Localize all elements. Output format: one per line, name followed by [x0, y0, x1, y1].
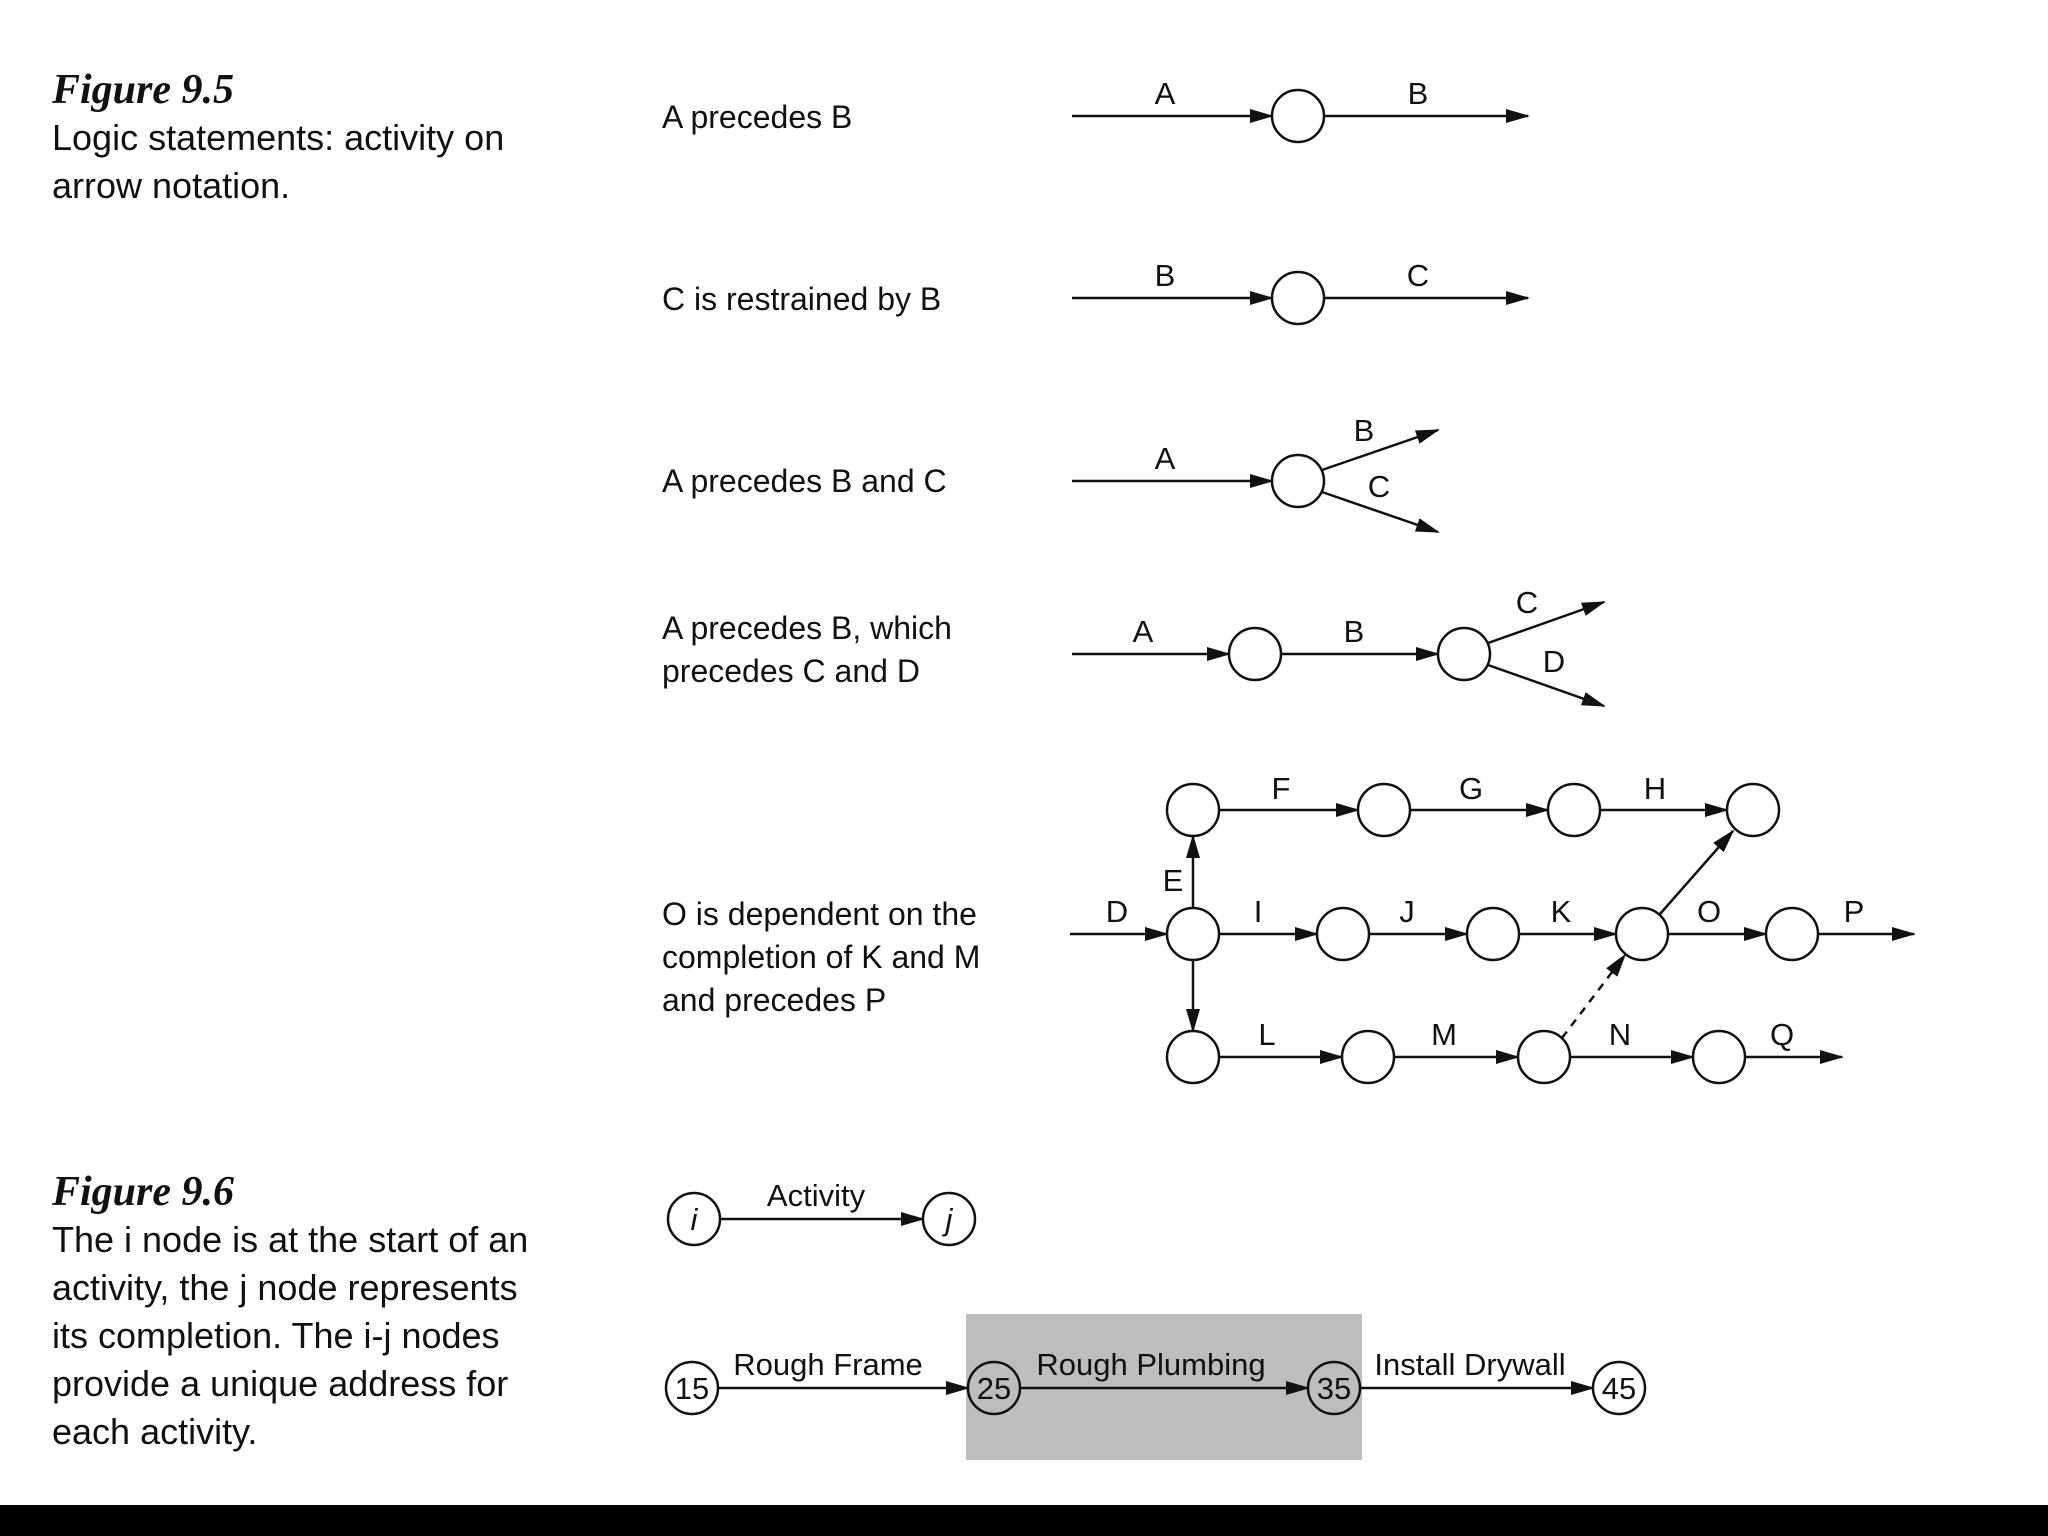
install-drywall-label: Install Drywall: [1374, 1347, 1566, 1382]
figure-9-5-text-line: arrow notation.: [52, 165, 291, 206]
rough-frame-label: Rough Frame: [733, 1347, 923, 1382]
figure-9-6-text-line: The i node is at the start of an: [52, 1219, 529, 1260]
label-f: F: [1271, 771, 1291, 806]
node: [1167, 784, 1219, 836]
figure-9-6-text-line: each activity.: [52, 1411, 258, 1452]
node: [1167, 908, 1219, 960]
label-q: Q: [1769, 1017, 1795, 1052]
node: [1616, 908, 1668, 960]
label-l: L: [1258, 1017, 1276, 1052]
arrow-c: [1488, 602, 1604, 643]
label-d: D: [1105, 894, 1129, 929]
node: [1358, 784, 1410, 836]
label-b: B: [1343, 614, 1365, 649]
diagram-a-precedes-b: [1072, 90, 1528, 142]
statement-line: C is restrained by B: [662, 281, 942, 317]
node: [1693, 1031, 1745, 1083]
statement-line: A precedes B, which: [662, 610, 952, 646]
figure-9-6-text-line: its completion. The i-j nodes: [52, 1315, 500, 1356]
node: [1467, 908, 1519, 960]
label-c: C: [1367, 469, 1391, 504]
label-k: K: [1550, 894, 1572, 929]
figure-9-5-title: Figure 9.5: [52, 67, 235, 113]
label-g: G: [1458, 771, 1484, 806]
label-m: M: [1431, 1017, 1457, 1052]
label-d: D: [1542, 644, 1566, 679]
label-a: A: [1132, 614, 1154, 649]
node: [1727, 784, 1779, 836]
arrow-b: [1322, 430, 1438, 470]
activity-label: Activity: [766, 1178, 866, 1213]
label-n: N: [1608, 1017, 1632, 1052]
statement-line: and precedes P: [662, 982, 887, 1018]
bottom-black-bar: [0, 1505, 2048, 1536]
node: [1317, 908, 1369, 960]
node-25-label: 25: [976, 1371, 1012, 1406]
label-b: B: [1154, 258, 1176, 293]
figure-9-6-text-line: provide a unique address for: [52, 1363, 509, 1404]
label-i: I: [1253, 894, 1263, 929]
node: [1272, 90, 1324, 142]
label-c: C: [1406, 258, 1430, 293]
node: [1548, 784, 1600, 836]
label-a: A: [1154, 76, 1176, 111]
statement-line: precedes C and D: [662, 653, 920, 689]
node-45-label: 45: [1601, 1371, 1637, 1406]
label-p: P: [1843, 894, 1865, 929]
node: [1272, 272, 1324, 324]
node: [1766, 908, 1818, 960]
rough-plumbing-label: Rough Plumbing: [1036, 1347, 1266, 1382]
node-j-label: j: [945, 1202, 953, 1237]
label-c: C: [1515, 585, 1539, 620]
node: [1518, 1031, 1570, 1083]
statement-line: completion of K and M: [662, 939, 981, 975]
node: [1342, 1031, 1394, 1083]
node-35-label: 35: [1316, 1371, 1352, 1406]
label-h: H: [1643, 771, 1667, 806]
label-b: B: [1407, 76, 1429, 111]
node-15-label: 15: [674, 1371, 710, 1406]
label-j: J: [1399, 894, 1415, 929]
statement-line: O is dependent on the: [662, 896, 977, 932]
figure-9-5-text-line: Logic statements: activity on: [52, 117, 505, 158]
statement-line: A precedes B and C: [662, 463, 947, 499]
label-o: O: [1696, 894, 1722, 929]
figure-9-6-title: Figure 9.6: [52, 1169, 235, 1215]
node-i-label: i: [690, 1202, 698, 1237]
label-a: A: [1154, 441, 1176, 476]
node: [1438, 628, 1490, 680]
node: [1229, 628, 1281, 680]
node: [1272, 455, 1324, 507]
figure-9-6-text-line: activity, the j node represents: [52, 1267, 518, 1308]
node: [1167, 1031, 1219, 1083]
statement-line: A precedes B: [662, 99, 853, 135]
label-b: B: [1353, 413, 1375, 448]
diagram-c-restrained-by-b: [1072, 272, 1528, 324]
label-e: E: [1162, 863, 1184, 898]
